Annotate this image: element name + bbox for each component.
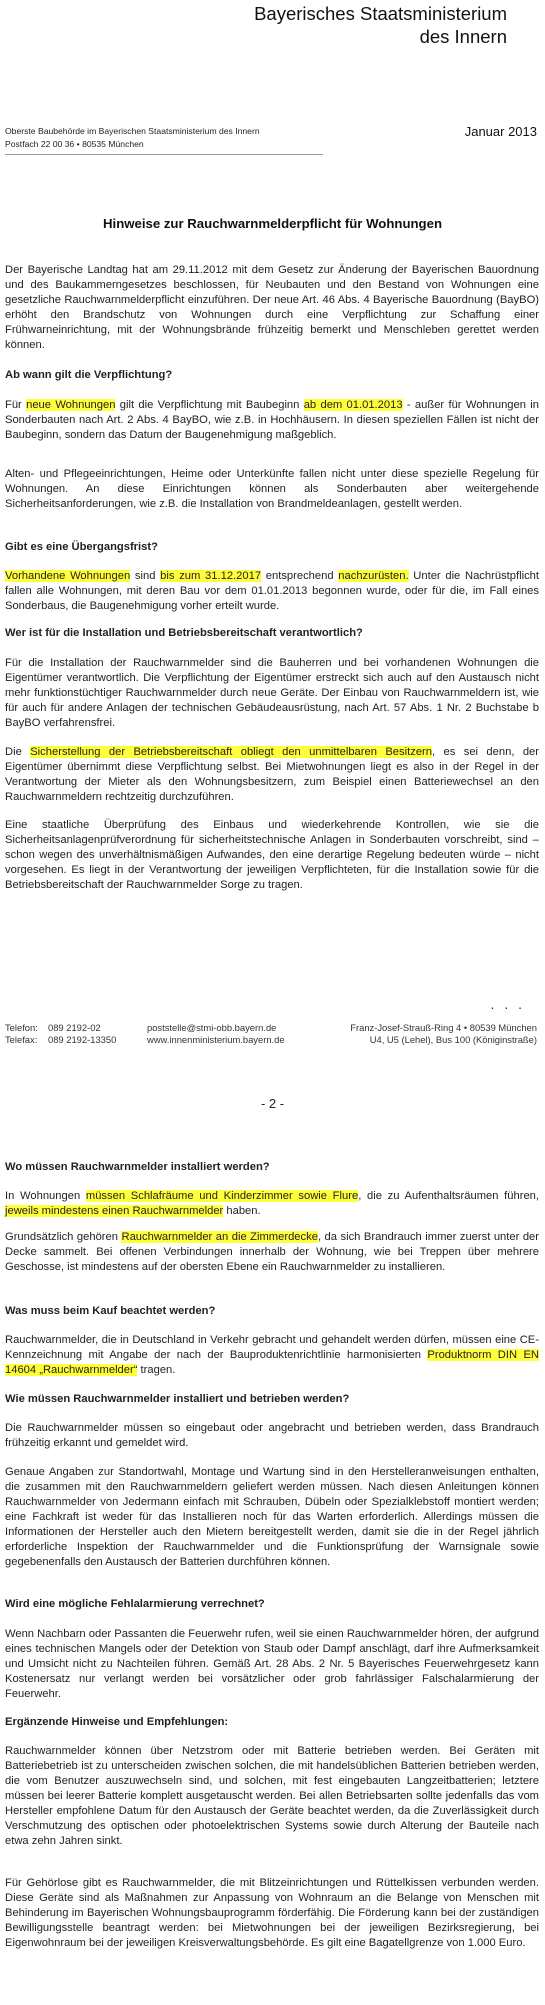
highlight-zimmerdecke: Rauchwarnmelder an die Zimmerdecke: [121, 1231, 318, 1243]
page-number: - 2 -: [260, 1096, 285, 1111]
text-run: Rauchwarnmelder, die in Deutschland in Verkehr gebracht und gehandelt werden dürfen, müssen eine CE-Kennzeichnung mit Angabe der nach der Bauproduktenrichtlinie harmonisierten: [5, 1334, 539, 1361]
text-run: sind: [130, 570, 161, 582]
footer-website[interactable]: www.innenministerium.bayern.de: [147, 1034, 285, 1045]
ministry-name-line2: des Innern: [419, 26, 507, 47]
paragraph-fehlalarm: Wenn Nachbarn oder Passanten die Feuerwehr rufen, weil sie einen Rauchwarnmelder hören, der aufgrund eines technischen Mangels oder der Detektion von Staub oder Dampf anschlägt, darf ihre Aufmerksamkeit und Umsicht nicht zu Nachteilen führen. Gemäß Art. 28 Abs. 2 Nr. 5 Bayerisches Feuerwehrgesetz kann Kostenersatz nur verlangt werden bei vorsätzlicher oder grob fahrlässiger Falschalarmierung der Feuerwehr.: [5, 1628, 539, 1700]
paragraph-kauf: [5, 1333, 539, 1378]
ministry-name-line1: Bayerisches Staatsministerium: [254, 3, 507, 24]
paragraph-wo-2: [5, 1230, 539, 1275]
paragraph-wo-1: [5, 1189, 539, 1219]
footer-label-phone: Telefon:: [5, 1022, 38, 1033]
highlight-neue-wohnungen: neue Wohnungen: [26, 399, 116, 411]
text-run: , da sich Brandrauch immer zuerst unter der Decke sammelt. Bei offenen Verbindungen innerhalb der Wohnung, wie bei Treppen über mehrere Geschosse, ist mindestens auf der obersten Ebene ein Rauchwarnmelder zu installieren.: [5, 1231, 540, 1273]
ministry-letterhead: [254, 2, 507, 48]
text-run: entsprechend: [261, 570, 339, 582]
sender-line1: Oberste Baubehörde im Bayerischen Staatsministerium des Innern: [5, 126, 260, 136]
heading-hinweise: Ergänzende Hinweise und Empfehlungen:: [5, 1716, 229, 1728]
footer-street: Franz-Josef-Strauß-Ring 4 • 80539 München: [350, 1022, 537, 1033]
document-date: Januar 2013: [464, 124, 537, 139]
highlight-betriebsbereitschaft: Sicherstellung der Betriebsbereitschaft obliegt den unmittelbaren Besitzern: [30, 746, 432, 758]
heading-betrieb: Wie müssen Rauchwarnmelder installiert und betrieben werden?: [5, 1393, 350, 1405]
highlight-produktnorm: Produktnorm DIN EN 14604 „Rauchwarnmelder“: [5, 1349, 539, 1376]
footer-fax-number: 089 2192-13350: [48, 1034, 117, 1045]
paragraph-betrieb-1: Die Rauchwarnmelder müssen so eingebaut oder angebracht und betrieben werden, dass Brandrauch frühzeitig erkannt und gemeldet wird.: [5, 1422, 539, 1449]
paragraph-hinweise-2: Für Gehörlose gibt es Rauchwarnmelder, die mit Blitzeinrichtungen und Rüttelkissen verbunden werden. Diese Geräte sind als Maßnahmen zur Anpassung von Wohnraum an die Belange von Menschen mit Behinderung im Bayerischen Wohnungsbauprogramm förderfähig. Die Förderung kann bei der zuständigen Bewilligungsstelle beantragt werden: bei Mietwohnungen bei der jeweiligen Bezirksregierung, bei Eigenwohnraum bei der jeweiligen Kreisverwaltungsbehörde. Es gilt eine Bagatellgrenze von 1.000 Euro.: [5, 1877, 539, 1949]
footer-web: [147, 1022, 285, 1046]
heading-uebergangsfrist: Gibt es eine Übergangsfrist?: [5, 541, 158, 553]
text-run: Die: [5, 746, 31, 758]
footer-transit: U4, U5 (Lehel), Bus 100 (Königinstraße): [369, 1034, 537, 1045]
sender-line2: Postfach 22 00 36 • 80535 München: [5, 139, 144, 149]
highlight-date-2013: ab dem 01.01.2013: [303, 399, 403, 411]
text-run: , es sei denn, der Eigentümer übernimmt diese Verpflichtung selbst. Bei Mietwohnungen liegt es also in der Regel in der Verantwortung der Mieter als den Wohnungsbesitzern, zum Beispiel einen Batteriewechsel an den Rauchwarnmeldern rechtzeitig durchzuführen.: [5, 746, 539, 803]
highlight-nachzuruesten: nachzurüsten.: [338, 570, 409, 582]
paragraph-uebergangsfrist: [5, 569, 539, 614]
sender-divider: [5, 154, 323, 155]
paragraph-verantwortlich-3: Eine staatliche Überprüfung des Einbaus und wiederkehrende Kontrollen, wie sie die Sicherheitsanlagenprüfverordnung für sicherheitstechnische Anlagen in Sonderbauten vorschreibt, sind – schon wegen des unverhältnismäßigen Aufwandes, den eine derartige Regelung bedeuten würde – nicht vorgesehen. Es liegt in der Verantwortung der jeweiligen Verpflichteten, für die Installation sowie für die Betriebsbereitschaft der Rauchwarnmelder Sorge zu tragen.: [5, 819, 539, 891]
text-run: , die zu Aufenthaltsräumen führen,: [358, 1190, 539, 1202]
paragraph-verantwortlich-1: Für die Installation der Rauchwarnmelder sind die Bauherren und bei vorhandenen Wohnungen die Eigentümer verantwortlich. Die Verpflichtung der Eigentümer erstreckt sich auch auf den Austausch nicht mehr funktionstüchtiger Rauchwarnmelder durch neue Geräte. Der Einbau von Rauchwarnmeldern ist, wie für auch für andere Anlagen der technischen Gebäudeausrüstung, nach Art. 57 Abs. 1 Nr. 2 Buchstabe b BayBO verfahrensfrei.: [5, 657, 539, 729]
text-run: - außer für Wohnungen in Sonderbauten nach Art. 2 Abs. 4 BayBO, wie z.B. in Hochhäusern. In diesen speziellen Fällen ist nicht der Baubeginn, sondern das Datum der Baugenehmigung maßgeblich.: [5, 399, 539, 441]
footer-numbers: [48, 1022, 116, 1046]
paragraph-ab-wann-2: Alten- und Pflegeeinrichtungen, Heime oder Unterkünfte fallen nicht unter diese spezielle Regelung für Wohnungen. An diese Einrichtungen können als Sonderbauten aber weitergehende Sicherheitsanforderungen, wie z.B. die Installation von Brandmeldeanlagen, gestellt werden.: [5, 468, 539, 510]
text-run: Unter die Nachrüstpflicht fallen alle Wohnungen, mit deren Bau vor dem 01.01.2013 begonnen wurde, oder für die, im Fall eines Sonderbaus, die Baugenehmigung vorher erteilt wurde.: [5, 570, 539, 612]
heading-kauf: Was muss beim Kauf beachtet werden?: [5, 1305, 216, 1317]
text-run: tragen.: [137, 1364, 176, 1376]
sender-address: [5, 125, 260, 151]
heading-fehlalarm: Wird eine mögliche Fehlalarmierung verrechnet?: [5, 1598, 265, 1610]
footer-address: [350, 1022, 537, 1046]
highlight-mindestens-einen: jeweils mindestens einen Rauchwarnmelder: [5, 1205, 224, 1217]
heading-wo: Wo müssen Rauchwarnmelder installiert werden?: [5, 1161, 270, 1173]
paragraph-verantwortlich-2: [5, 745, 539, 805]
heading-ab-wann: Ab wann gilt die Verpflichtung?: [5, 369, 173, 381]
document-title: Hinweise zur Rauchwarnmelderpflicht für Wohnungen: [103, 216, 442, 231]
footer-label-fax: Telefax:: [5, 1034, 38, 1045]
text-run: Für: [5, 399, 27, 411]
footer-email[interactable]: poststelle@stmi-obb.bayern.de: [147, 1022, 277, 1033]
highlight-date-2017: bis zum 31.12.2017: [160, 570, 262, 582]
highlight-schlafraeume: müssen Schlafräume und Kinderzimmer sowie Flure: [85, 1190, 359, 1202]
footer-labels: [5, 1022, 38, 1046]
heading-verantwortlich: Wer ist für die Installation und Betriebsbereitschaft verantwortlich?: [5, 627, 363, 639]
text-run: Grundsätzlich gehören: [5, 1231, 122, 1243]
text-run: In Wohnungen: [5, 1190, 86, 1202]
paragraph-hinweise-1: Rauchwarnmelder können über Netzstrom oder mit Batterie betrieben werden. Bei Geräten mit Batteriebetrieb ist zu unterscheiden zwischen solchen, die mit handelsüblichen Batterien betrieben werden, die vom Benutzer auszuwechseln sind, und solchen, mit fest eingebauten Langzeitbatterien; letztere müssen bei leerer Batterie komplett ausgetauscht werden. Bei allen Betriebsarten sollte jedenfalls das vom Hersteller empfohlene Datum für den Austausch der Geräte beachtet werden, da die Zuverlässigkeit durch Verschmutzung des optischen oder photoelektrischen Systems sowie durch Alterung der Bauteile nach etwa zehn Jahren sinkt.: [5, 1745, 539, 1847]
text-run: haben.: [223, 1205, 261, 1217]
continue-marker: . . .: [490, 996, 525, 1012]
paragraph-intro: Der Bayerische Landtag hat am 29.11.2012 mit dem Gesetz zur Änderung der Bayerischen Bauordnung und des Baukammerngesetzes beschlossen, für Neubauten und den Bestand von Wohnungen eine gesetzliche Rauchwarnmelderpflicht einzuführen. Der neue Art. 46 Abs. 4 Bayerische Bauordnung (BayBO) erhöht den Brandschutz von Wohnungen durch eine Verpflichtung zur Schaffung einer Frühwarneinrichtung, mit der Wohnungsbrände frühzeitig bemerkt und Menschleben gerettet werden können.: [5, 264, 539, 351]
highlight-vorhandene-wohnungen: Vorhandene Wohnungen: [5, 570, 131, 582]
text-run: gilt die Verpflichtung mit Baubeginn: [115, 399, 304, 411]
paragraph-ab-wann-1: [5, 398, 539, 443]
paragraph-betrieb-2: Genaue Angaben zur Standortwahl, Montage und Wartung sind in den Herstelleranweisungen enthalten, die zusammen mit den Rauchwarnmeldern geliefert werden müssen. Nach diesen Anleitungen können Rauchwarnmelder von Jedermann einfach mit Schrauben, Dübeln oder Spezialklebstoff montiert werden; eine Fachkraft ist weder für das Installieren noch für das Warten erforderlich. Allerdings müssen die Informationen der Hersteller auch den Mietern bereitgestellt werden, damit sie die in der Regel jährlich erforderliche Inspektion der Rauchwarnmelder und die Funktionsprüfung der Warnsignale sowie gegebenenfalls den Austausch der Batterien durchführen können.: [5, 1466, 539, 1568]
footer-phone-number: 089 2192-02: [48, 1022, 101, 1033]
